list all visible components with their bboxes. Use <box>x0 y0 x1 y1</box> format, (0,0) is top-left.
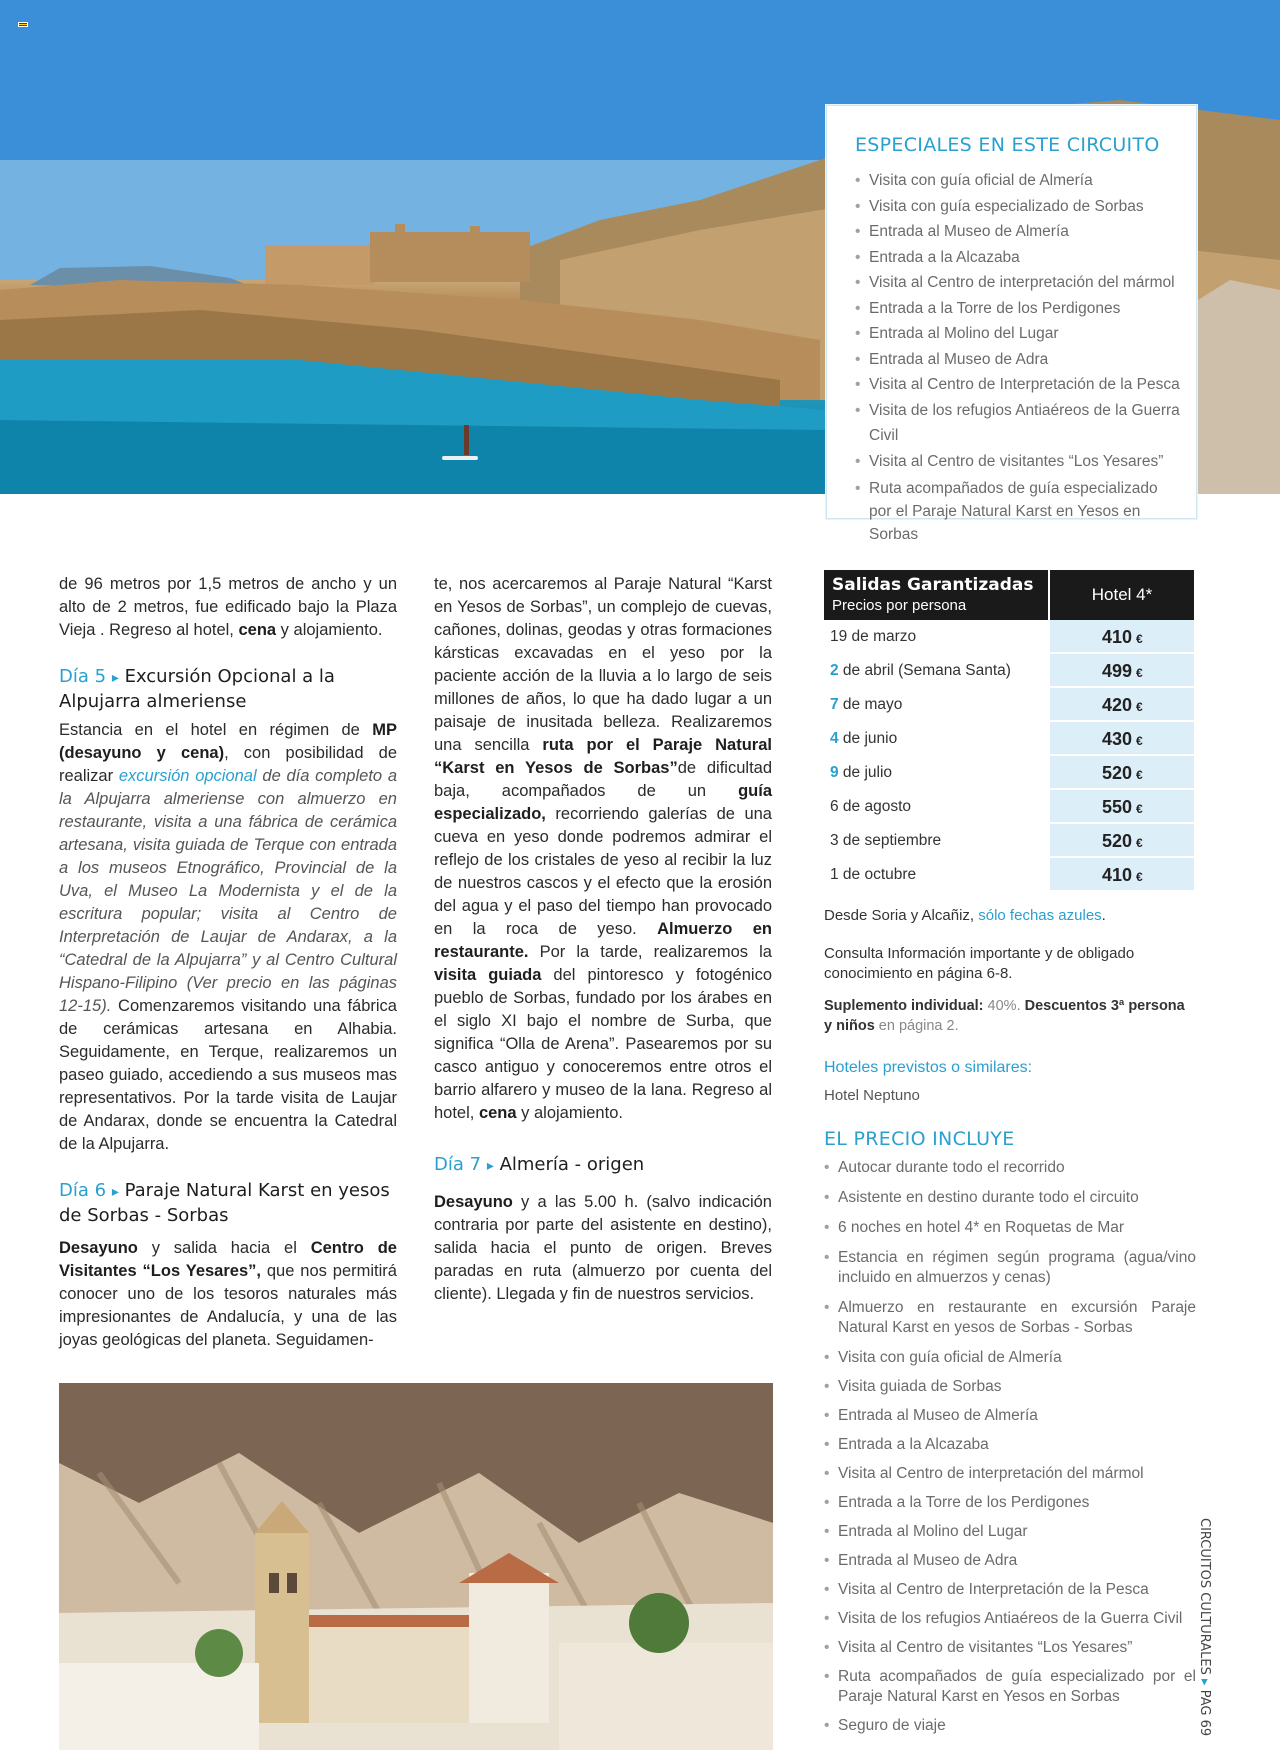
price-value: 520 € <box>1050 824 1194 858</box>
day5-title: Excursión Opcional a la Alpujarra almeriense <box>59 666 335 712</box>
list-item: • Entrada al Molino del Lugar <box>824 1522 1196 1542</box>
departure-date: 2 de abril (Semana Santa) <box>824 654 1048 688</box>
list-item: • Entrada al Museo de Adra <box>824 1551 1196 1571</box>
departure-date: 4 de junio <box>824 722 1048 756</box>
chevron-right-icon: ▸ <box>111 1184 119 1200</box>
list-item: • Visita al Centro de visitantes “Los Yesares” <box>824 1638 1196 1658</box>
list-item: • Almuerzo en restaurante en excursión Paraje Natural Karst en yesos de Sorbas - Sorbas <box>824 1298 1196 1338</box>
specials-box <box>826 105 1197 543</box>
list-item: • Visita al Centro de visitantes “Los Yesares” <box>855 449 1180 475</box>
list-item: • Visita al Centro de interpretación del mármol <box>824 1464 1196 1484</box>
price-value: 410 € <box>1050 620 1194 654</box>
day7-number: Día 7 <box>434 1154 482 1175</box>
departure-date: 6 de agosto <box>824 790 1048 824</box>
paragraph-day5: Estancia en el hotel en régimen de MP (desayuno y cena), con posibilidad de realizar excursión opcional de día completo a la Alpujarra almeriense con almuerzo en restaurante, visita a una fábrica de cerámica artesana, visita guiada de Terque con entrada a los museos Etnográfico, Provincial de la Uva, el Museo La Modernista y el de la escritura popular; visita al Centro de Interpretación de Laujar de Andarax, a la “Catedral de la Alpujarra” y al Centro Cultural Hispano-Filipino (Ver precio en las páginas 12-15). Comenzaremos visitando una fábrica de cerámicas artesana en Alhabia. Seguidamente, en Terque, realizaremos un paseo guiado, accediendo a sus museos mas representativos. Por la tarde visita de Laujar de Andarax, donde se encuentra la Catedral de la Alpujarra. <box>59 721 398 1153</box>
departure-date: 19 de marzo <box>824 620 1048 654</box>
list-item: • Visita con guía oficial de Almería <box>824 1348 1196 1368</box>
spain-flag-icon <box>18 22 28 27</box>
list-item: • Autocar durante todo el recorrido <box>824 1158 1196 1178</box>
departure-date: 7 de mayo <box>824 688 1048 722</box>
day6-heading <box>59 1179 397 1227</box>
day6-number: Día 6 <box>59 1180 107 1201</box>
includes-list <box>824 1158 1196 1745</box>
text-column-2 <box>434 573 772 1306</box>
section-sidebar-label <box>1188 1518 1212 1750</box>
price-row <box>824 824 1194 858</box>
price-value: 499 € <box>1050 654 1194 688</box>
includes-title: EL PRECIO INCLUYE <box>824 1128 1015 1150</box>
list-item: • Entrada al Museo de Almería <box>824 1406 1196 1426</box>
price-value: 550 € <box>1050 790 1194 824</box>
price-row <box>824 688 1194 722</box>
hotel-name: Hotel Neptuno <box>824 1087 920 1104</box>
day6-title: Paraje Natural Karst en yesos de Sorbas - Sorbas <box>59 1180 390 1226</box>
departure-date: 3 de septiembre <box>824 824 1048 858</box>
list-item: • Entrada al Museo de Adra <box>855 347 1180 373</box>
paragraph-day7: Desayuno y a las 5.00 h. (salvo indicación contraria por parte del asistente en destino), salida hacia el punto de origen. Breves paradas en ruta (almuerzo por cuenta del cliente). Llegada y fin de nuestros servicios. <box>434 1193 772 1303</box>
price-row <box>824 654 1194 688</box>
page-number: PAG 69 <box>1197 1689 1212 1737</box>
list-item: • Visita con guía oficial de Almería <box>855 168 1180 194</box>
day7-title: Almería - origen <box>499 1154 645 1175</box>
list-item: • Entrada al Museo de Almería <box>855 219 1180 245</box>
list-item: • Entrada a la Alcazaba <box>855 245 1180 271</box>
day5-number: Día 5 <box>59 666 107 687</box>
list-item: • Entrada a la Alcazaba <box>824 1435 1196 1455</box>
price-row <box>824 620 1194 654</box>
list-item: • Visita de los refugios Antiaéreos de la Guerra Civil <box>824 1609 1196 1629</box>
price-value: 410 € <box>1050 858 1194 892</box>
price-row <box>824 756 1194 790</box>
supplement-note: Suplemento individual: 40%. Descuentos 3ª persona y niños en página 2. <box>824 998 1185 1034</box>
departure-date: 9 de julio <box>824 756 1048 790</box>
list-item: • Asistente en destino durante todo el circuito <box>824 1188 1196 1208</box>
price-table-header <box>824 570 1194 620</box>
list-item: • Ruta acompañados de guía especializado por el Paraje Natural Karst en Yesos en Sorbas <box>855 477 1180 546</box>
price-value: 430 € <box>1050 722 1194 756</box>
list-item: • Visita al Centro de interpretación del mármol <box>855 270 1180 296</box>
price-table-title: Salidas Garantizadas <box>832 575 1034 595</box>
day7-heading <box>434 1153 772 1178</box>
price-table-subtitle: Precios por persona <box>832 597 967 614</box>
price-row <box>824 790 1194 824</box>
list-item: • Estancia en régimen según programa (agua/vino incluido en almuerzos y cenas) <box>824 1248 1196 1288</box>
paragraph-day6: Desayuno y salida hacia el Centro de Visitantes “Los Yesares”, que nos permitirá conocer uno de los tesoros naturales más impresionantes de Andalucía, y una de las joyas geológicas del planeta. Seguidamen- <box>59 1239 397 1349</box>
list-item: • Visita al Centro de Interpretación de la Pesca <box>855 372 1180 398</box>
list-item: • Seguro de viaje <box>824 1716 1196 1736</box>
specials-list <box>855 168 1180 546</box>
list-item: • Visita al Centro de Interpretación de la Pesca <box>824 1580 1196 1600</box>
list-item: • Ruta acompañados de guía especializado por el Paraje Natural Karst en Yesos en Sorbas <box>824 1667 1196 1707</box>
list-item: • Entrada a la Torre de los Perdigones <box>855 296 1180 322</box>
departure-date: 1 de octubre <box>824 858 1048 892</box>
chevron-right-icon: ▸ <box>111 670 119 686</box>
sorbas-village-photo <box>59 1383 773 1750</box>
specials-title: ESPECIALES EN ESTE CIRCUITO <box>855 134 1160 156</box>
section-name: CIRCUITOS CULTURALES <box>1197 1518 1212 1675</box>
village-landscape <box>59 1383 773 1750</box>
info-note: Consulta Información importante y de obligado conocimiento en página 6-8. <box>824 945 1135 982</box>
chevron-right-icon: ▸ <box>486 1158 494 1174</box>
price-value: 520 € <box>1050 756 1194 790</box>
price-row <box>824 858 1194 892</box>
list-item: • Entrada a la Torre de los Perdigones <box>824 1493 1196 1513</box>
list-item: • 6 noches en hotel 4* en Roquetas de Mar <box>824 1218 1196 1238</box>
paragraph-day6-cont: te, nos acercaremos al Paraje Natural “Karst en Yesos de Sorbas”, un complejo de cuevas, cañones, dolinas, geodas y otras formaciones kársticas excavadas en el yeso por la paciente acción de la lluvia a lo largo de seis millones de años, lo que ha dado lugar a un paisaje de inusitada belleza. Realizaremos una sencilla ruta por el Paraje Natural “Karst en Yesos de Sorbas”de dificultad baja, acompañados de un guía especializado, recorriendo galerías de una cueva en yeso donde podremos admirar el reflejo de los cristales de yeso al recibir la luz de nuestros cascos y el efecto que la erosión del agua y el paso del tiempo han provocado en la roca de yeso. Almuerzo en restaurante. Por la tarde, realizaremos la visita guiada del pintoresco y fotogénico pueblo de Sorbas, fundado por los árabes en el siglo XI bajo el nombre de Surba, que significa “Olla de Arena”. Pasearemos por su casco antiguo y conoceremos entre otros el barrio alfarero y museo de la lana. Regreso al hotel, cena y alojamiento. <box>434 575 773 1122</box>
price-rows <box>824 620 1194 892</box>
list-item: • Visita guiada de Sorbas <box>824 1377 1196 1397</box>
day5-heading <box>59 665 397 713</box>
price-value: 420 € <box>1050 688 1194 722</box>
list-item: • Visita de los refugios Antiaéreos de la Guerra Civil <box>855 398 1180 449</box>
departure-note: Desde Soria y Alcañiz, sólo fechas azules. <box>824 907 1106 924</box>
list-item: • Entrada al Molino del Lugar <box>855 321 1180 347</box>
chevron-right-icon: ▸ <box>1197 1679 1212 1686</box>
hotels-heading: Hoteles previstos o similares: <box>824 1059 1033 1076</box>
text-column-1 <box>59 573 397 1352</box>
price-table <box>824 570 1194 892</box>
price-row <box>824 722 1194 756</box>
list-item: • Visita con guía especializado de Sorbas <box>855 194 1180 220</box>
hotel-column-header: Hotel 4* <box>1050 570 1194 620</box>
paragraph-day4-end: de 96 metros por 1,5 metros de ancho y un alto de 2 metros, fue edificado bajo la Plaza Vieja . Regreso al hotel, cena y alojamiento. <box>59 575 397 639</box>
